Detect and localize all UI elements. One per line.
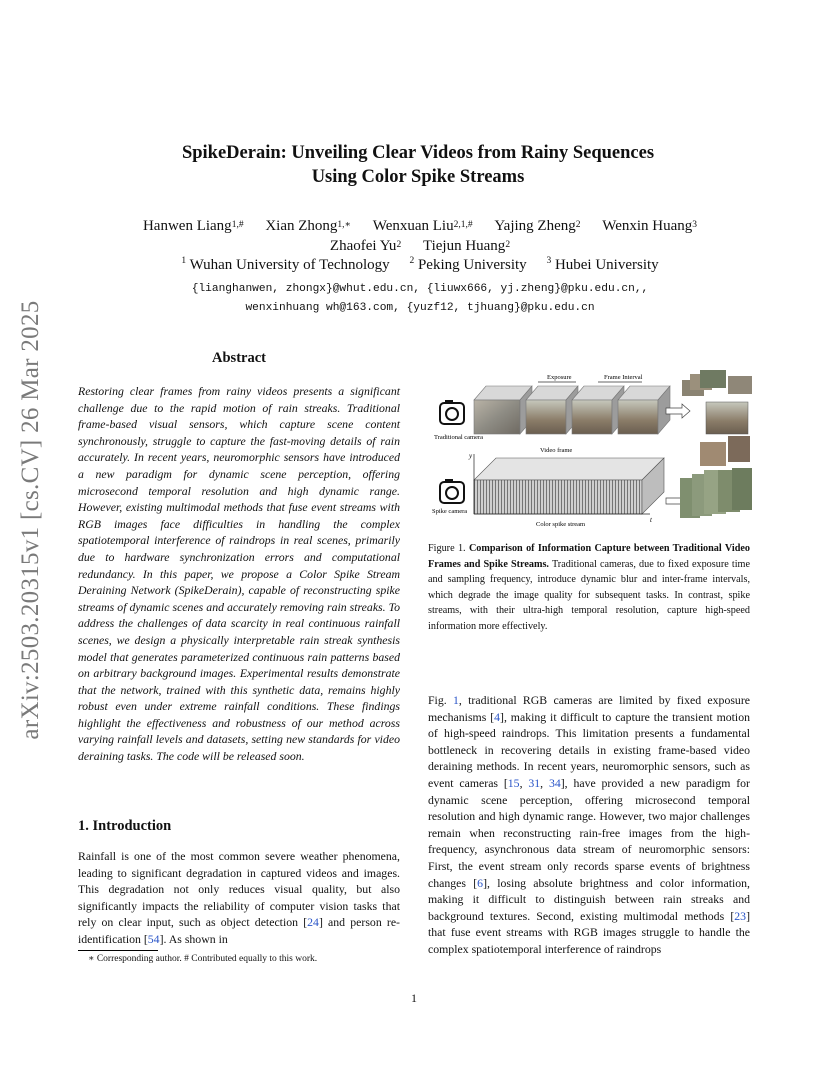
- frame-output-images: [682, 370, 752, 466]
- citation-link[interactable]: 4: [494, 709, 501, 724]
- citation-link[interactable]: 54: [147, 931, 160, 946]
- author: Wenxin Huang$^3$: [602, 218, 698, 234]
- exposure-label: Exposure: [547, 374, 572, 381]
- author: Hanwen Liang$^{1,\#}$: [142, 218, 244, 234]
- color-spike-stream-block: [474, 458, 664, 514]
- citation-link[interactable]: 23: [734, 908, 747, 923]
- citation-link[interactable]: 24: [307, 915, 319, 930]
- spike-output-images: [680, 468, 752, 518]
- affiliation: $^1$ Wuhan University of Technology: [181, 256, 390, 273]
- color-spike-stream-label: Color spike stream: [536, 521, 586, 528]
- author: Tiejun Huang$^2$: [422, 238, 511, 254]
- spike-camera-label: Spike camera: [432, 508, 468, 515]
- paper-title: [100, 141, 736, 189]
- video-frame-label: Video frame: [540, 447, 573, 454]
- spike-camera-icon: [440, 479, 464, 503]
- video-frames: [474, 386, 670, 434]
- affiliation: $^3$ Hubei University: [546, 256, 659, 273]
- introduction-heading: 1. Introduction: [78, 818, 172, 834]
- title-line-2: Using Color Spike Streams: [311, 167, 525, 187]
- figure-reference-link[interactable]: 1: [452, 693, 459, 707]
- citation-link[interactable]: 15: [507, 775, 520, 790]
- title-line-1: SpikeDerain: Unveiling Clear Videos from Rainy Sequences: [181, 143, 655, 163]
- arxiv-identifier: [6, 280, 56, 760]
- frame-interval-label: Frame Interval: [604, 374, 643, 381]
- author: Xian Zhong$^{1,∗}$: [265, 218, 351, 234]
- abstract-text: Restoring clear frames from rainy videos presents a significant challenge due to the rapid motion of rain streaks. Traditional frame-based visual sensors, which capture scene content synchronously, struggle to capture the fast-moving details of rain accurately. In recent years, neuromorphic sensors have introduced a new paradigm for dynamic scene perception, offering microsecond temporal resolution and high dynamic range. However, existing multimodal methods that fuse event streams with RGB images face difficulties in handling the complex spatiotemporal interference of raindrops in real scenes, primarily due to hardware synchronization errors and computational redundancy. In this paper, we propose a Color Spike Stream Deraining Network (SpikeDerain), capable of reconstructing spike streams of dynamic scenes and accurately removing rain streaks. To address the challenges of data scarcity in real continuous rainfall scenes, we design a physically interpretable rain streak synthesis model that generates parameterized continuous rain patterns based on arbitrary background images. Experimental results demonstrate that the network, trained with this synthetic data, remains highly robust even under extreme rainfall conditions. These findings highlight the effectiveness and robustness of our method across varying rainfall levels and datasets, setting new standards for video deraining tasks. The code will be released soon.: [78, 384, 400, 764]
- affiliation: $^2$ Peking University: [409, 256, 527, 273]
- citation-link[interactable]: 6: [477, 875, 484, 890]
- page-number: 1: [411, 991, 417, 1005]
- email-line-2: wenxinhuang wh@163.com, {yuzf12, tjhuang}@pku.edu.cn: [245, 302, 595, 314]
- abstract-heading: Abstract: [212, 350, 266, 366]
- arxiv-identifier-text: arXiv:2503.20315v1 [cs.CV] 26 Mar 2025: [17, 300, 44, 740]
- footnote: ∗ Corresponding author. # Contributed equally to this work.: [88, 954, 318, 964]
- author: Yajing Zheng$^2$: [494, 218, 581, 234]
- traditional-camera-icon: [440, 400, 464, 424]
- author: Zhaofei Yu$^2$: [329, 238, 402, 254]
- author-list: [70, 216, 770, 256]
- author-emails: [90, 280, 750, 318]
- author: Wenxuan Liu$^{2,1,\#}$: [372, 218, 473, 234]
- figure-1: [428, 370, 754, 534]
- introduction-text: Rainfall is one of the most common severe weather phenomena, leading to significant degradation in captured videos and images. This degradation not only reduces visual quality, but also significantly impacts the reliability of computer vision tasks that rely on clear input, such as object detection [24] and person re-identification [54]. As shown in: [78, 849, 400, 946]
- figure-1-illustration: [428, 370, 754, 534]
- figure-1-caption: Figure 1. Comparison of Information Capture between Traditional Video Frames and Spike Streams. Traditional cameras, due to fixed exposure time and sampling frequency, introduce dynamic blur and inter-frame intervals, which degrade the image quality for subsequent tasks. In contrast, spike streams, with their ultra-high temporal resolution, capture high-speed information more effectively.: [428, 543, 750, 632]
- t-axis-label: t: [650, 516, 652, 524]
- traditional-camera-label: Traditional camera: [434, 434, 484, 441]
- footnote-rule: [78, 950, 158, 951]
- y-axis-label: y: [469, 452, 473, 460]
- citation-link[interactable]: 34: [548, 775, 561, 790]
- right-column-body: Fig. 1, traditional RGB cameras are limited by fixed exposure mechanisms [4], making it difficult to capture the transient motion of high-speed raindrops. This limitation presents a fundamental bottleneck in recovering details in existing frame-based video deraining methods. In recent years, neuromorphic sensors, such as event cameras [15, 31, 34], have provided a new paradigm for dynamic scene perception, offering microsecond temporal resolution and high dynamic range. However, two major challenges remain when reconstructing rain-free images from the high-frequency, asynchronous data stream of neuromorphic sensors: First, the event stream only records sparse events of brightness changes [6], losing absolute brightness and color information, making it difficult to distinguish between rain streaks and background textures. Second, existing multimodal methods [23] that fuse event streams with RGB images struggle to handle the complex spatiotemporal interference of raindrops: [428, 693, 750, 956]
- citation-link[interactable]: 31: [528, 775, 541, 790]
- email-line-1: {lianghanwen, zhongx}@whut.edu.cn, {liuwx666, yj.zheng}@pku.edu.cn,,: [191, 283, 649, 295]
- affiliation-list: [70, 257, 770, 274]
